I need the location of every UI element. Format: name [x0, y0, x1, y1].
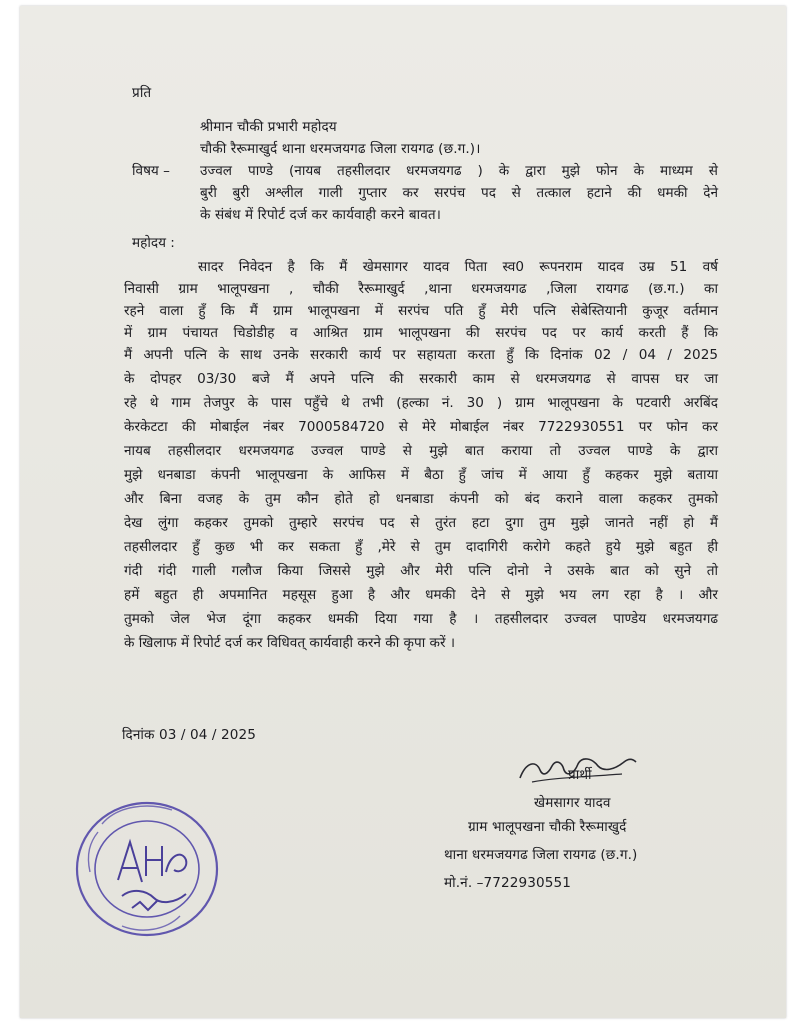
- body-line: रहने वाला हुँ कि मैं ग्राम भालूपखना में सरपंच पति हुँ मेरी पत्नि सेबेस्तियानी कुजूर वर्तमान: [124, 303, 718, 319]
- prati-heading: प्रति: [132, 85, 152, 101]
- body-line: तहसीलदार हुँ कुछ भी कर सकता हुँ ,मेरे से तुम दादागिरी करोगे कहते हुये मुझे बहुत ही: [124, 539, 718, 555]
- body-line: निवासी ग्राम भालूपखना , चौकी रैरूमाखुर्द ,थाना धरमजयगढ ,जिला रायगढ (छ.ग.) का: [124, 281, 718, 297]
- body-line: के खिलाफ में रिपोर्ट दर्ज कर विधिवत् कार्यवाही करने की कृपा करें ।: [124, 635, 456, 651]
- body-line: सादर निवेदन है कि मैं खेमसागर यादव पिता स्व0 रूपनराम यादव उम्र 51 वर्ष: [198, 259, 718, 275]
- subject-line-1: उज्वल पाण्डे (नायब तहसीलदार धरमजयगढ ) के द्वारा मुझे फोन के माध्यम से: [200, 163, 718, 179]
- body-line: रहे थे गाम तेजपुर के पास पहुँचे थे तभी (हल्का नं. 30 ) ग्राम भालूपखना के पटवारी अरबिंद: [124, 395, 718, 411]
- body-line: और बिना वजह के तुम कौन होते हो धनबाडा कंपनी को बंद कराने वाला कहकर तुमको: [124, 491, 718, 507]
- body-line: में ग्राम पंचायत चिडोडीह व आश्रित ग्राम भालूपखना की सरपंच पद पर कार्य करती हैं कि: [124, 325, 718, 341]
- body-line: केरकेटटा की मोबाईल नंबर 7000584720 से मेरे मोबाईल नंबर 7722930551 पर फोन कर: [124, 419, 718, 435]
- body-line: देख लुंगा कहकर तुमको तुम्हारे सरपंच पद से तुरंत हटा दुगा तुम मुझे जानते नहीं हो मैं: [124, 515, 718, 531]
- recipient-line-2: चौकी रैरूमाखुर्द थाना धरमजयगढ जिला रायगढ (छ.ग.)।: [200, 141, 481, 157]
- body-line: हमें बहुत ही अपमानित महसूस हुआ है और धमकी देने से मुझे भय लग रहा है । और: [124, 587, 718, 603]
- body-line: गंदी गंदी गाली गलौज किया जिससे मुझे और मेरी पत्नि दोनो ने उसके बात को सुने तो: [124, 563, 718, 579]
- sender-name: खेमसागर यादव: [534, 795, 611, 811]
- subject-line-2: बुरी बुरी अश्लील गाली गुप्तार कर सरपंच पद से तत्काल हटाने की धमकी देने: [200, 185, 718, 201]
- sender-address-line-2: थाना धरमजयगढ जिला रायगढ (छ.ग.): [444, 847, 638, 863]
- body-line: मुझे धनबाडा कंपनी भालूपखना के आफिस में बैठा हुँ जांच में आया हुँ कहकर मुझे बताया: [124, 467, 718, 483]
- body-line: के दोपहर 03/30 बजे मैं अपने पत्नि की सरकारी काम से धरमजयगढ से वापस घर जा: [124, 371, 718, 387]
- sender-mobile: मो.नं. –7722930551: [444, 875, 572, 891]
- body-line: मैं अपनी पत्नि के साथ उनके सरकारी कार्य पर सहायता करता हुँ कि दिनांक 02 / 04 / 2025: [124, 347, 718, 363]
- signature-label: प्रार्थी: [568, 767, 592, 783]
- body-line: नायब तहसीलदार धरमजयगढ उज्वल पाण्डे से मुझे बात कराया तो उज्वल पाण्डे के द्वारा: [124, 443, 718, 459]
- subject-label: विषय –: [132, 163, 170, 179]
- sender-address-line-1: ग्राम भालूपखना चौकी रैरूमाखुर्द: [468, 819, 627, 835]
- subject-line-3: के संबंध में रिपोर्ट दर्ज कर कार्यवाही करने बावत।: [200, 207, 441, 223]
- date-line: दिनांक 03 / 04 / 2025: [122, 727, 256, 743]
- salutation: महोदय :: [132, 235, 175, 251]
- recipient-line-1: श्रीमान चौकी प्रभारी महोदय: [200, 119, 337, 135]
- police-stamp-icon: [62, 784, 232, 954]
- body-line: तुमको जेल भेज दूंगा कहकर धमकी दिया गया है । तहसीलदार उज्वल पाण्डेय धरमजयगढ: [124, 611, 718, 627]
